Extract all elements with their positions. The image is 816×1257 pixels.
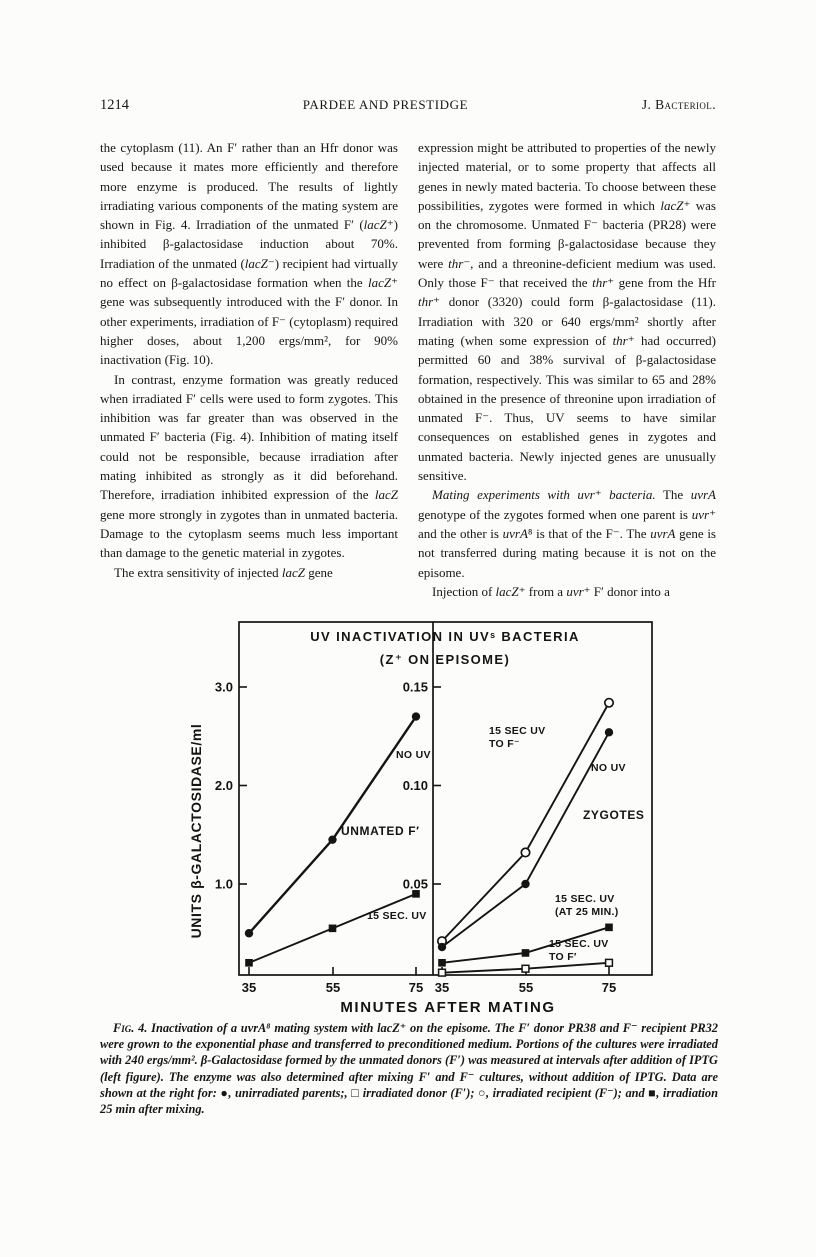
y-tick-label: 1.0	[214, 876, 233, 892]
figure-chart	[186, 618, 656, 1018]
open-circle-marker	[521, 848, 529, 856]
filled-circle-marker	[245, 929, 253, 937]
y-tick-label: 0.05	[402, 876, 428, 892]
paragraph: the cytoplasm (11). An F′ rather than an Hfr donor was used because it mates more efficiently and therefore more enzyme is produced. The results of lightly irradiating various components of the mating system are shown in Fig. 4. Irradiation of the unmated F′ (lacZ⁺) inhibited β-galactosidase induction about 70%. Irradiation of the unmated (lacZ⁻) recipient had virtually no effect on β-galactosidase formation when the lacZ⁺ gene was subsequently introduced with the F′ donor. In other experiments, irradiation of F⁻ (cytoplasm) required higher doses, about 1,200 ergs/mm², for 90% inactivation (Fig. 10).	[100, 140, 398, 368]
left-column	[100, 138, 398, 624]
filled-square-marker	[605, 924, 613, 932]
running-head	[100, 97, 716, 114]
y-tick-label: 0.10	[402, 778, 428, 793]
x-tick-label: 35	[241, 980, 257, 995]
paragraph: expression might be attributed to properties of the newly injected material, or to some property that affects all genes in newly mated bacteria. To choose between these possibilities, zygotes were formed in which lacZ⁺ was on the chromosome. Unmated F⁻ bacteria (PR28) were prevented from forming β-galactosidase because they were thr⁻, and a threonine-deficient medium was used. Only those F⁻ that received the thr⁺ gene from the Hfr thr⁺ donor (3320) could form β-galactosidase (11). Irradiation with 320 or 640 ergs/mm² shortly after mating (when some expression of thr⁺ had occurred) permitted 60 and 38% survival of β-galactosidase formation, respectively. This was similar to 65 and 28% obtained in the presence of threonine upon irradiation of unmated F⁻. Thus, UV seems to have similar consequences on established genes in zygotes and unmated bacteria. Newly injected genes are unusually sensitive.	[418, 140, 716, 484]
x-tick-label: 75	[601, 980, 617, 995]
chart-frame	[239, 622, 652, 975]
journal-name: J. Bacteriol.	[641, 97, 716, 112]
x-tick-label: 55	[518, 980, 534, 995]
series-label: TO F⁻	[489, 738, 520, 750]
series-label: TO F′	[549, 951, 577, 963]
series-label: NO UV	[396, 749, 431, 761]
filled-circle-marker	[438, 943, 446, 951]
filled-square-marker	[245, 959, 253, 967]
right-column	[418, 138, 716, 624]
filled-square-marker	[329, 925, 337, 933]
paragraph: Injection of lacZ⁺ from a uvr⁺ F′ donor into a	[432, 583, 670, 599]
filled-circle-marker	[521, 880, 529, 888]
figure-4	[186, 618, 656, 1020]
series-label: NO UV	[591, 762, 626, 774]
series-label: (AT 25 MIN.)	[555, 906, 619, 918]
axis-ticks	[239, 687, 609, 975]
open-square-marker	[522, 965, 529, 972]
x-axis-label: MINUTES AFTER MATING	[340, 999, 556, 1016]
plot-layer	[245, 699, 645, 976]
series-label: 15 SEC. UV	[367, 910, 427, 922]
x-tick-label: 55	[325, 980, 341, 995]
filled-circle-marker	[605, 728, 613, 736]
figure-title-line1: UV INACTIVATION IN UVˢ BACTERIA	[310, 629, 580, 644]
page-number: 1214	[100, 97, 129, 113]
figure-title-line2: (Z⁺ ON EPISOME)	[379, 652, 511, 667]
y-tick-label: 0.15	[402, 679, 428, 695]
filled-circle-marker	[412, 712, 420, 720]
chart-annotation: ZYGOTES	[583, 808, 645, 822]
open-circle-marker	[605, 699, 613, 707]
y-tick-label: 3.0	[214, 679, 233, 695]
series-label: 15 SEC. UV	[549, 938, 609, 950]
paragraph: The extra sensitivity of injected lacZ gene	[114, 564, 333, 580]
body-columns	[100, 138, 716, 624]
y-axis-label: UNITS β-GALACTOSIDASE/ml	[188, 723, 204, 939]
figure-caption: Fig. 4. Inactivation of a uvrA⁸ mating system with lacZ⁺ on the episome. The F′ donor PR38 and F⁻ recipient PR32 were grown to the exponential phase and transferred to preconditioned medium. Portions of the cultures were irradiated with 240 ergs/mm². β-Galactosidase formed by the unmated donors (F′) was measured at intervals after addition of IPTG (left figure). The enzyme was also determined after mixing F′ and F⁻ cultures, without addition of IPTG. Data are shown at the right for: ●, unirradiated parents;, □ irradiated donor (F′); ○, irradiated recipient (F⁻); and ■, irradiation 25 min after mixing.	[100, 1021, 718, 1117]
chart-annotation: UNMATED F′	[341, 824, 420, 838]
y-tick-label: 2.0	[214, 778, 233, 793]
running-authors: PARDEE AND PRESTIDGE	[302, 97, 469, 112]
filled-square-marker	[522, 949, 530, 957]
filled-square-marker	[438, 959, 446, 967]
filled-circle-marker	[328, 835, 336, 843]
open-square-marker	[606, 959, 613, 966]
x-tick-label: 35	[434, 980, 450, 995]
paragraph: Mating experiments with uvr⁺ bacteria. The uvrA genotype of the zygotes formed when one parent is uvr⁺ and the other is uvrA⁸ is that of the F⁻. The uvrA gene is not transferred during mating because it is not on the episome.	[418, 487, 716, 580]
series-label: 15 SEC. UV	[555, 893, 615, 905]
series-label: 15 SEC UV	[489, 725, 546, 737]
paragraph: In contrast, enzyme formation was greatly reduced when irradiated F′ cells were used to form zygotes. This inhibition was far greater than was observed in the unmated F′ bacteria (Fig. 4). Inhibition of mating itself could not be responsible, because irradiation after mating inhibited as strongly as it did beforehand. Therefore, irradiation inhibited expression of the lacZ gene more strongly in zygotes than in unmated bacteria. Damage to the cytoplasm seems much less important than damage to the genetic material in zygotes.	[100, 371, 398, 561]
chart-border	[239, 622, 652, 975]
x-tick-label: 75	[408, 980, 424, 995]
open-square-marker	[439, 969, 446, 976]
